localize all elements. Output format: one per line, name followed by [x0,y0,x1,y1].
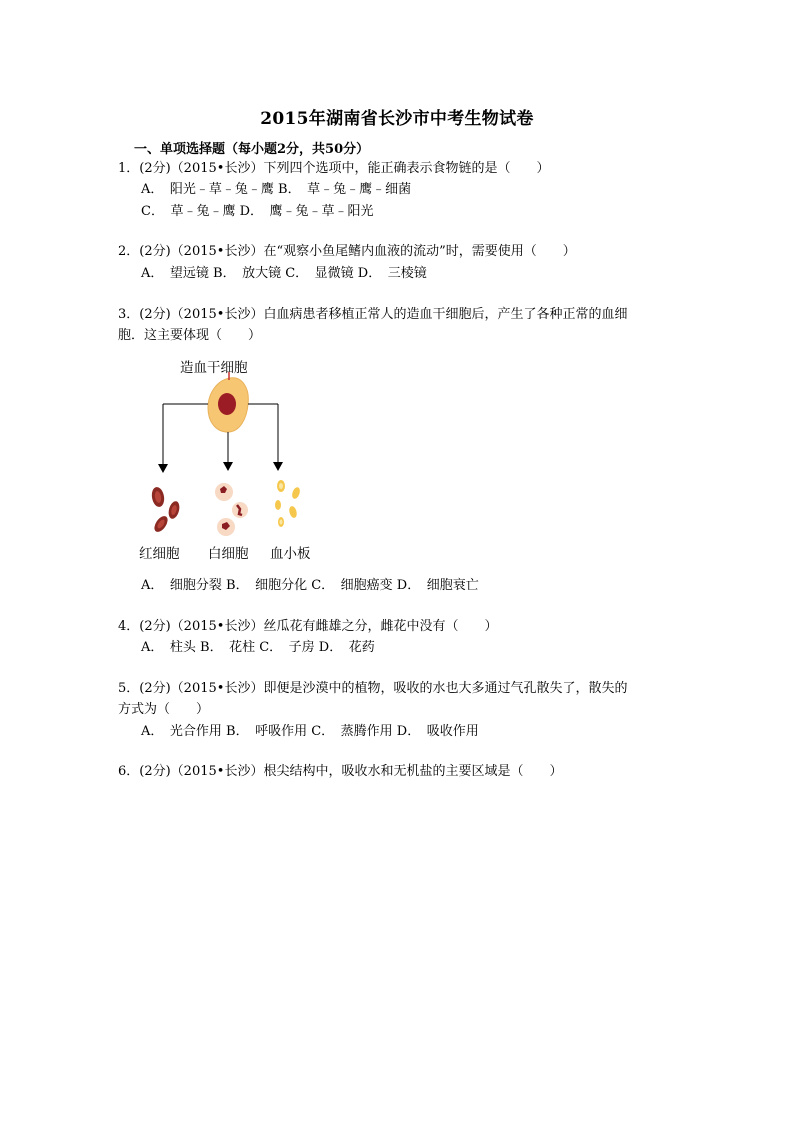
question-1-options-row-1: A． 阳光﹣草﹣兔﹣鹰 B． 草﹣兔﹣鹰﹣细菌 [141,182,412,197]
stem-cell-nucleus [218,393,236,415]
question-3-stem: 3．(2分)（2015•长沙）白血病患者移植正常人的造血干细胞后，产生了各种正常的血细 [118,307,628,322]
question-2-options: A． 望远镜 B． 放大镜 C． 显微镜 D． 三棱镜 [141,266,427,281]
arrow-left-head [158,464,168,473]
exam-title: 2015年湖南省长沙市中考生物试卷 [260,109,534,129]
question-1-options-row-2: C． 草﹣兔﹣鹰 D． 鹰﹣兔﹣草﹣阳光 [141,204,374,219]
question-5-stem-continued: 方式为（ ） [118,702,210,717]
platelets [275,480,301,527]
question-5-stem: 5．(2分)（2015•长沙）即便是沙漠中的植物，吸收的水也大多通过气孔散失了，散失的 [118,681,628,696]
question-4-stem: 4．(2分)（2015•长沙）丝瓜花有雌雄之分，雌花中没有（ ） [118,619,498,634]
red-blood-cells [150,486,181,534]
white-cell-label: 白细胞 [208,546,249,562]
question-2-stem: 2．(2分)（2015•长沙）在“观察小鱼尾鳍内血液的流动”时，需要使用（ ） [118,244,576,259]
question-5-options: A． 光合作用 B． 呼吸作用 C． 蒸腾作用 D． 吸收作用 [141,724,479,739]
question-4-options: A． 柱头 B． 花柱 C． 子房 D． 花药 [141,640,375,655]
arrow-right-head [273,462,283,471]
arrow-mid-head [223,462,233,471]
figure-diagram [118,352,318,567]
question-3-options: A． 细胞分裂 B． 细胞分化 C． 细胞癌变 D． 细胞衰亡 [141,578,479,593]
platelet-label: 血小板 [270,546,311,562]
question-3-stem-continued: 胞．这主要体现（ ） [118,328,262,343]
question-1-stem: 1．(2分)（2015•长沙）下列四个选项中，能正确表示食物链的是（ ） [118,161,550,176]
stem-cell-figure [118,352,318,567]
section-heading: 一、单项选择题（每小题2分，共50分） [134,142,370,157]
stem-cell-label: 造血干细胞 [180,360,248,376]
red-cell-label: 红细胞 [139,546,180,562]
question-6-stem: 6．(2分)（2015•长沙）根尖结构中，吸收水和无机盐的主要区域是（ ） [118,764,563,779]
white-blood-cells [215,483,248,536]
